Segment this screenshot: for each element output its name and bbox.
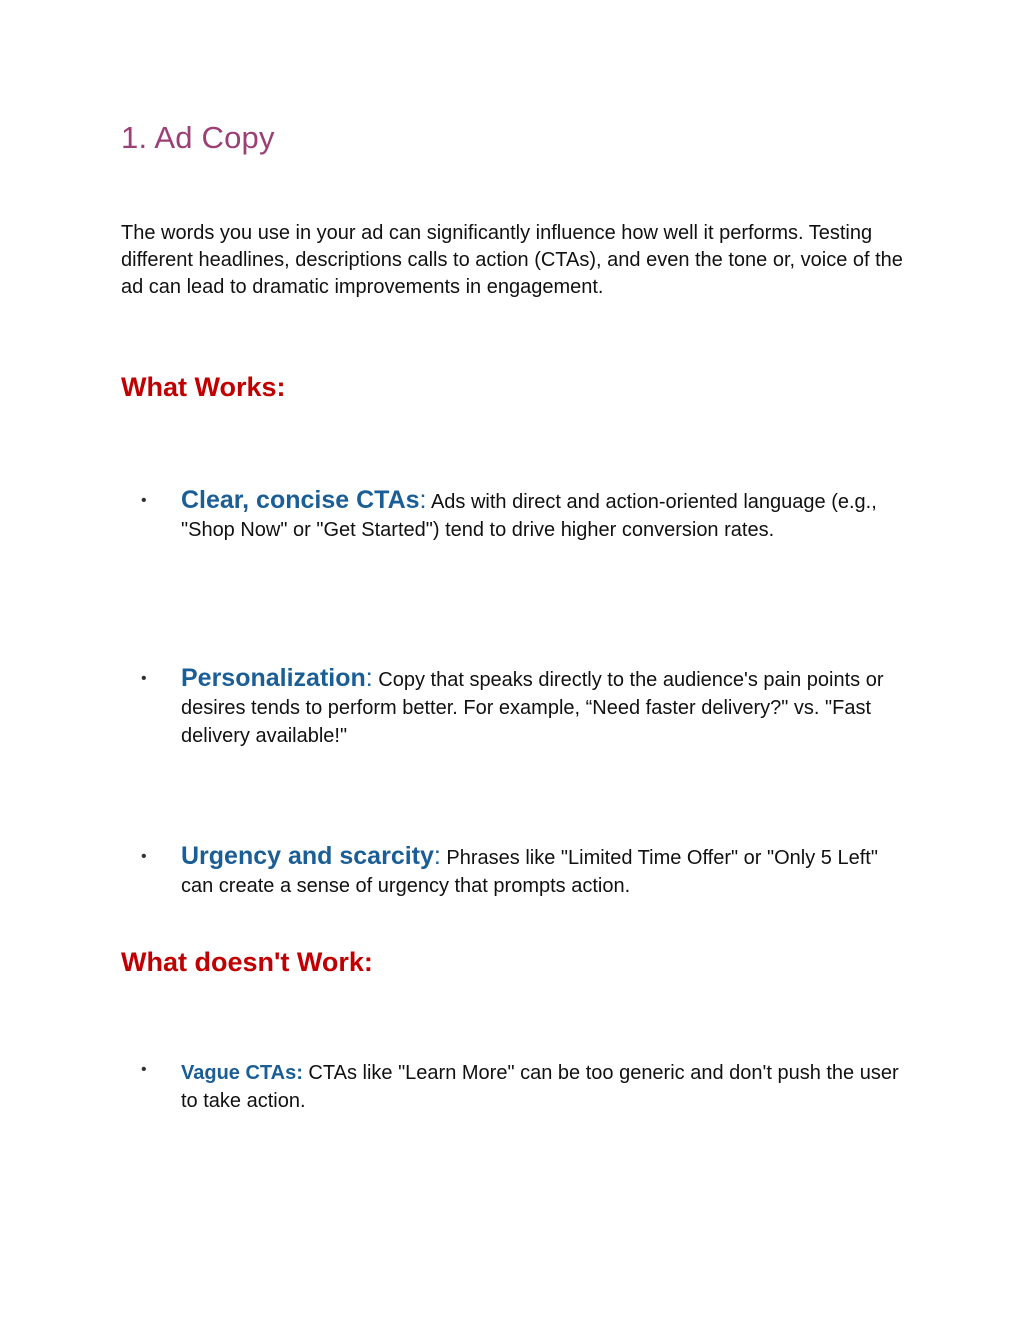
- list-item-description: CTAs like "Learn More" can be too generic and don't push the user to take action.: [181, 1062, 899, 1112]
- list-item-term: Vague CTAs:: [181, 1062, 303, 1084]
- list-item-description: Copy that speaks directly to the audience's pain points or desires tends to perform better. For example, “Need faster delivery?" vs. "Fast delivery available!": [181, 669, 884, 747]
- list-item-description: Phrases like "Limited Time Offer" or "Only 5 Left" can create a sense of urgency that prompts action.: [181, 847, 878, 897]
- list-item-text: [181, 486, 906, 544]
- list-item-text: [181, 842, 906, 900]
- bullet-icon: •: [141, 492, 147, 509]
- list-item-description: Ads with direct and action-oriented language (e.g., "Shop Now" or "Get Started") tend to drive higher conversion rates.: [181, 491, 877, 541]
- intro-paragraph: The words you use in your ad can significantly influence how well it performs. Testing different headlines, descriptions calls to action (CTAs), and even the tone or, voice of the ad can lead to dramatic improvements in engagement.: [121, 222, 903, 298]
- list-item-text: [181, 1059, 906, 1115]
- list-item-text: [181, 664, 906, 750]
- bullet-icon: •: [141, 1061, 147, 1078]
- list-item-term: Personalization: [181, 664, 366, 692]
- list-item-separator: :: [365, 664, 373, 692]
- what-works-heading: What Works:: [121, 372, 286, 402]
- list-item-term: Urgency and scarcity: [181, 842, 434, 870]
- bullet-icon: •: [141, 670, 147, 687]
- list-item-separator: :: [433, 842, 441, 870]
- list-item-term: Clear, concise CTAs: [181, 486, 420, 514]
- list-item-separator: :: [419, 486, 427, 514]
- what-doesnt-work-heading: What doesn't Work:: [121, 947, 373, 977]
- document-title: 1. Ad Copy: [121, 120, 275, 155]
- bullet-icon: •: [141, 848, 147, 865]
